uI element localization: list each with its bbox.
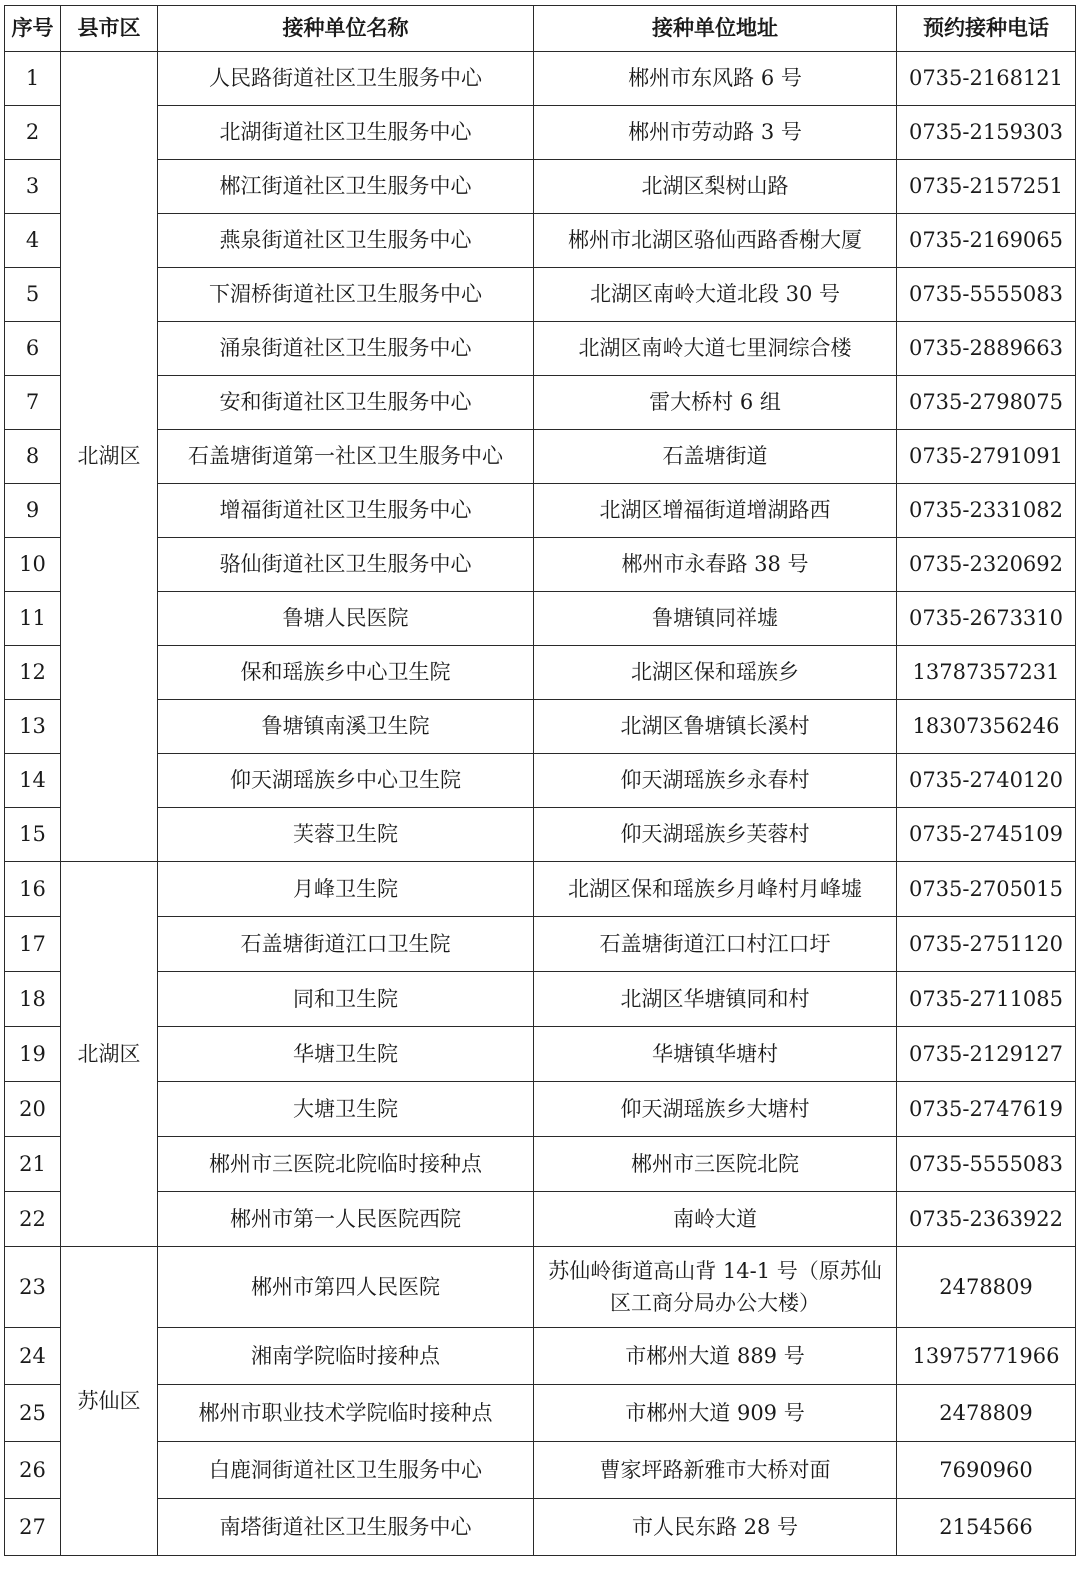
vaccination-sites-table-wrapper xyxy=(4,5,1076,1556)
cell-site-name: 芙蓉卫生院 xyxy=(158,808,534,862)
cell-phone: 0735-2798075 xyxy=(897,376,1076,430)
cell-phone: 2154566 xyxy=(897,1499,1076,1556)
table-row xyxy=(5,700,1076,754)
cell-site-name: 增福街道社区卫生服务中心 xyxy=(158,484,534,538)
cell-seq: 17 xyxy=(5,917,61,972)
cell-site-address: 郴州市劳动路 3 号 xyxy=(534,106,897,160)
cell-site-address: 郴州市北湖区骆仙西路香榭大厦 xyxy=(534,214,897,268)
cell-seq: 26 xyxy=(5,1442,61,1499)
cell-site-name: 郴州市第四人民医院 xyxy=(158,1247,534,1328)
cell-site-name: 南塔街道社区卫生服务中心 xyxy=(158,1499,534,1556)
cell-phone: 18307356246 xyxy=(897,700,1076,754)
cell-site-address: 北湖区南岭大道北段 30 号 xyxy=(534,268,897,322)
cell-site-name: 仰天湖瑶族乡中心卫生院 xyxy=(158,754,534,808)
cell-seq: 3 xyxy=(5,160,61,214)
cell-site-name: 郴州市职业技术学院临时接种点 xyxy=(158,1385,534,1442)
cell-seq: 24 xyxy=(5,1328,61,1385)
cell-phone: 0735-2331082 xyxy=(897,484,1076,538)
cell-phone: 0735-2705015 xyxy=(897,862,1076,917)
header-row xyxy=(5,6,1076,52)
table-row xyxy=(5,1442,1076,1499)
cell-site-name: 郴州市第一人民医院西院 xyxy=(158,1192,534,1247)
table-row xyxy=(5,646,1076,700)
cell-site-name: 保和瑶族乡中心卫生院 xyxy=(158,646,534,700)
cell-seq: 8 xyxy=(5,430,61,484)
cell-site-name: 燕泉街道社区卫生服务中心 xyxy=(158,214,534,268)
table-row xyxy=(5,160,1076,214)
cell-seq: 2 xyxy=(5,106,61,160)
cell-phone: 0735-2751120 xyxy=(897,917,1076,972)
cell-phone: 0735-2320692 xyxy=(897,538,1076,592)
cell-seq: 4 xyxy=(5,214,61,268)
cell-site-name: 下湄桥街道社区卫生服务中心 xyxy=(158,268,534,322)
cell-site-name: 湘南学院临时接种点 xyxy=(158,1328,534,1385)
header-district: 县市区 xyxy=(61,6,158,52)
table-row xyxy=(5,376,1076,430)
cell-phone: 0735-2740120 xyxy=(897,754,1076,808)
cell-phone: 2478809 xyxy=(897,1247,1076,1328)
cell-site-name: 鲁塘人民医院 xyxy=(158,592,534,646)
cell-site-address: 鲁塘镇同祥墟 xyxy=(534,592,897,646)
cell-seq: 25 xyxy=(5,1385,61,1442)
cell-site-address: 北湖区增福街道增湖路西 xyxy=(534,484,897,538)
cell-site-address: 郴州市三医院北院 xyxy=(534,1137,897,1192)
cell-site-address: 仰天湖瑶族乡永春村 xyxy=(534,754,897,808)
cell-phone: 0735-2791091 xyxy=(897,430,1076,484)
cell-site-address: 北湖区梨树山路 xyxy=(534,160,897,214)
cell-seq: 1 xyxy=(5,52,61,106)
cell-site-address: 郴州市永春路 38 号 xyxy=(534,538,897,592)
cell-phone: 13787357231 xyxy=(897,646,1076,700)
cell-site-address: 石盖塘街道 xyxy=(534,430,897,484)
table-row xyxy=(5,106,1076,160)
cell-seq: 16 xyxy=(5,862,61,917)
cell-site-address: 曹家坪路新雅市大桥对面 xyxy=(534,1442,897,1499)
cell-phone: 0735-5555083 xyxy=(897,1137,1076,1192)
cell-seq: 12 xyxy=(5,646,61,700)
cell-site-address: 雷大桥村 6 组 xyxy=(534,376,897,430)
cell-seq: 10 xyxy=(5,538,61,592)
cell-phone: 7690960 xyxy=(897,1442,1076,1499)
cell-site-address: 郴州市东风路 6 号 xyxy=(534,52,897,106)
header-site-address: 接种单位地址 xyxy=(534,6,897,52)
table-row xyxy=(5,1082,1076,1137)
cell-site-name: 白鹿洞街道社区卫生服务中心 xyxy=(158,1442,534,1499)
table-row xyxy=(5,214,1076,268)
cell-site-address: 南岭大道 xyxy=(534,1192,897,1247)
cell-site-address: 华塘镇华塘村 xyxy=(534,1027,897,1082)
cell-seq: 22 xyxy=(5,1192,61,1247)
cell-seq: 13 xyxy=(5,700,61,754)
table-row xyxy=(5,1192,1076,1247)
cell-site-name: 大塘卫生院 xyxy=(158,1082,534,1137)
cell-seq: 7 xyxy=(5,376,61,430)
header-site-name: 接种单位名称 xyxy=(158,6,534,52)
table-row xyxy=(5,862,1076,917)
table-row xyxy=(5,268,1076,322)
cell-site-name: 鲁塘镇南溪卫生院 xyxy=(158,700,534,754)
cell-site-name: 人民路街道社区卫生服务中心 xyxy=(158,52,534,106)
cell-seq: 20 xyxy=(5,1082,61,1137)
cell-phone: 0735-2157251 xyxy=(897,160,1076,214)
cell-site-name: 石盖塘街道江口卫生院 xyxy=(158,917,534,972)
cell-phone: 2478809 xyxy=(897,1385,1076,1442)
cell-phone: 0735-2129127 xyxy=(897,1027,1076,1082)
table-row xyxy=(5,917,1076,972)
cell-phone: 0735-2363922 xyxy=(897,1192,1076,1247)
cell-site-name: 安和街道社区卫生服务中心 xyxy=(158,376,534,430)
table-row xyxy=(5,592,1076,646)
cell-seq: 14 xyxy=(5,754,61,808)
cell-site-address: 仰天湖瑶族乡芙蓉村 xyxy=(534,808,897,862)
cell-site-address: 北湖区保和瑶族乡月峰村月峰墟 xyxy=(534,862,897,917)
table-row xyxy=(5,538,1076,592)
cell-site-address: 市郴州大道 889 号 xyxy=(534,1328,897,1385)
cell-site-address: 北湖区南岭大道七里洞综合楼 xyxy=(534,322,897,376)
cell-site-address: 北湖区保和瑶族乡 xyxy=(534,646,897,700)
cell-phone: 0735-2159303 xyxy=(897,106,1076,160)
header-seq: 序号 xyxy=(5,6,61,52)
cell-site-name: 郴州市三医院北院临时接种点 xyxy=(158,1137,534,1192)
cell-site-name: 石盖塘街道第一社区卫生服务中心 xyxy=(158,430,534,484)
cell-site-name: 骆仙街道社区卫生服务中心 xyxy=(158,538,534,592)
table-row xyxy=(5,1137,1076,1192)
cell-site-address: 石盖塘街道江口村江口圩 xyxy=(534,917,897,972)
cell-phone: 0735-2168121 xyxy=(897,52,1076,106)
cell-district: 北湖区 xyxy=(61,52,158,862)
cell-seq: 9 xyxy=(5,484,61,538)
table-row xyxy=(5,1027,1076,1082)
cell-phone: 0735-2889663 xyxy=(897,322,1076,376)
cell-phone: 0735-2711085 xyxy=(897,972,1076,1027)
cell-seq: 18 xyxy=(5,972,61,1027)
cell-phone: 0735-2673310 xyxy=(897,592,1076,646)
cell-site-name: 华塘卫生院 xyxy=(158,1027,534,1082)
cell-seq: 19 xyxy=(5,1027,61,1082)
table-row xyxy=(5,972,1076,1027)
table-row xyxy=(5,52,1076,106)
cell-phone: 0735-5555083 xyxy=(897,268,1076,322)
table-row xyxy=(5,484,1076,538)
cell-site-name: 月峰卫生院 xyxy=(158,862,534,917)
cell-site-address: 北湖区华塘镇同和村 xyxy=(534,972,897,1027)
cell-site-address: 市人民东路 28 号 xyxy=(534,1499,897,1556)
table-row xyxy=(5,1385,1076,1442)
cell-phone: 13975771966 xyxy=(897,1328,1076,1385)
vaccination-sites-table xyxy=(4,5,1076,1556)
cell-phone: 0735-2747619 xyxy=(897,1082,1076,1137)
header-phone: 预约接种电话 xyxy=(897,6,1076,52)
cell-site-name: 北湖街道社区卫生服务中心 xyxy=(158,106,534,160)
cell-site-address: 仰天湖瑶族乡大塘村 xyxy=(534,1082,897,1137)
cell-site-name: 郴江街道社区卫生服务中心 xyxy=(158,160,534,214)
cell-seq: 6 xyxy=(5,322,61,376)
cell-site-name: 同和卫生院 xyxy=(158,972,534,1027)
cell-seq: 11 xyxy=(5,592,61,646)
table-row xyxy=(5,430,1076,484)
cell-phone: 0735-2745109 xyxy=(897,808,1076,862)
table-row xyxy=(5,1499,1076,1556)
cell-district: 苏仙区 xyxy=(61,1247,158,1556)
cell-site-address: 北湖区鲁塘镇长溪村 xyxy=(534,700,897,754)
cell-seq: 27 xyxy=(5,1499,61,1556)
cell-seq: 5 xyxy=(5,268,61,322)
table-row xyxy=(5,322,1076,376)
cell-district: 北湖区 xyxy=(61,862,158,1247)
cell-seq: 21 xyxy=(5,1137,61,1192)
cell-site-address: 苏仙岭街道高山背 14-1 号（原苏仙区工商分局办公大楼） xyxy=(534,1247,897,1328)
cell-site-address: 市郴州大道 909 号 xyxy=(534,1385,897,1442)
table-row xyxy=(5,754,1076,808)
cell-site-name: 涌泉街道社区卫生服务中心 xyxy=(158,322,534,376)
table-row xyxy=(5,1247,1076,1328)
table-row xyxy=(5,1328,1076,1385)
cell-seq: 23 xyxy=(5,1247,61,1328)
cell-seq: 15 xyxy=(5,808,61,862)
table-row xyxy=(5,808,1076,862)
cell-phone: 0735-2169065 xyxy=(897,214,1076,268)
